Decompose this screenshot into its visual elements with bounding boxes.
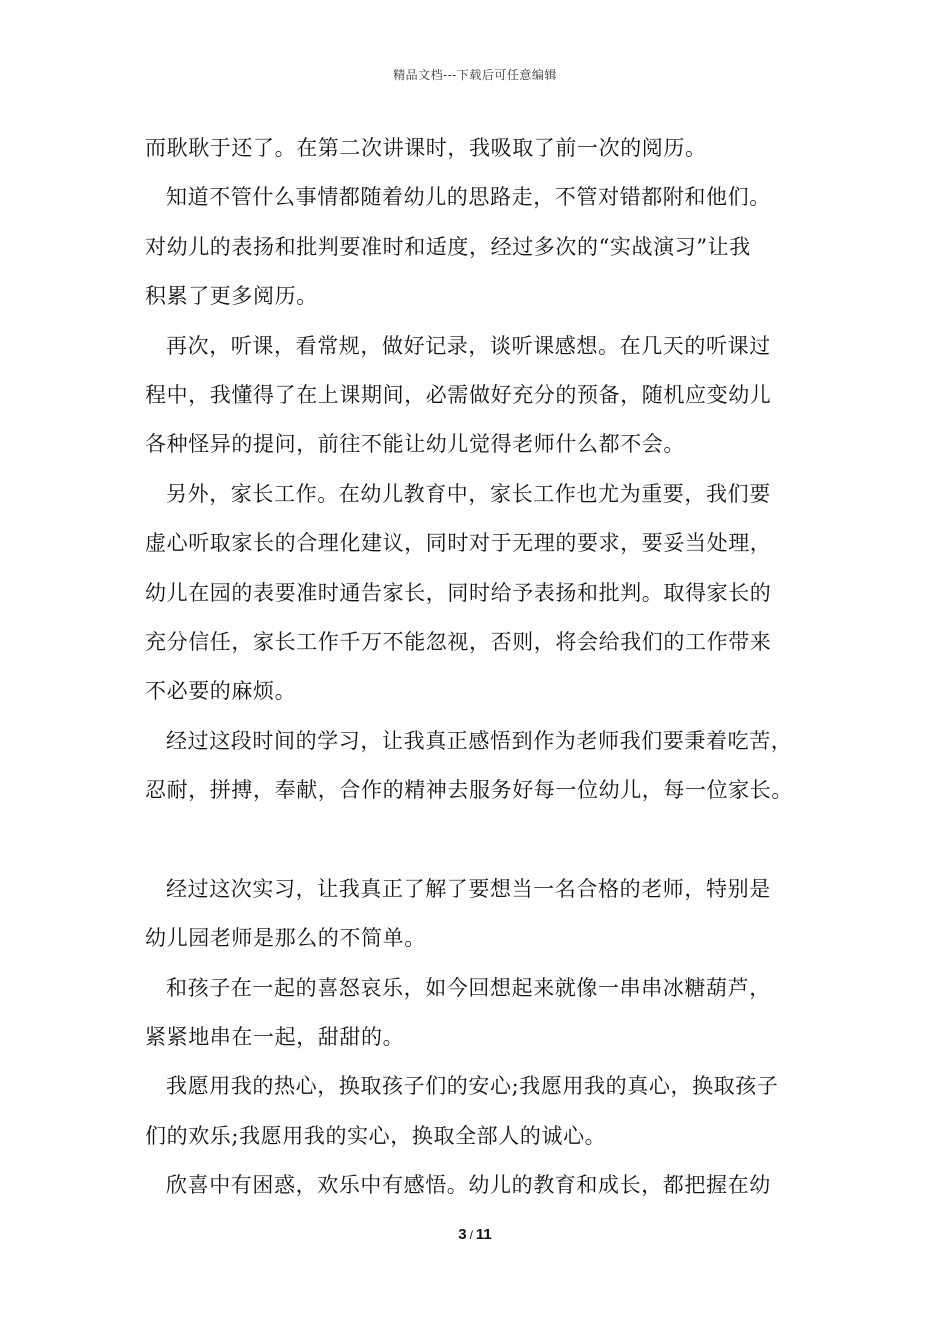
text-line: 充分信任，家长工作千万不能忽视，否则，将会给我们的工作带来	[145, 629, 772, 654]
text-line: 虚心听取家长的合理化建议，同时对于无理的要求，要妥当处理，	[145, 531, 772, 556]
text-line: 忍耐，拼搏，奉献，合作的精神去服务好每一位幼儿，每一位家长。	[145, 778, 793, 803]
text-line: 经过这段时间的学习，让我真正感悟到作为老师我们要秉着吃苦，	[166, 728, 793, 753]
text-line: 欣喜中有困惑，欢乐中有感悟。幼儿的教育和成长，都把握在幼	[166, 1173, 771, 1198]
text-line: 程中，我懂得了在上课期间，必需做好充分的预备，随机应变幼儿	[145, 382, 772, 407]
text-line: 积累了更多阅历。	[145, 284, 318, 309]
text-line: 经过这次实习，让我真正了解了要想当一名合格的老师，特别是	[166, 876, 771, 901]
document-body	[145, 128, 835, 1215]
total-pages: 11	[475, 1226, 492, 1243]
page-separator: /	[469, 1228, 473, 1242]
text-line: 我愿用我的热心，换取孩子们的安心;我愿用我的真心，换取孩子	[166, 1074, 779, 1099]
text-line: 幼儿在园的表要准时通告家长，同时给予表扬和批判。取得家长的	[145, 580, 772, 605]
text-line: 各种怪异的提问，前往不能让幼儿觉得老师什么都不会。	[145, 432, 685, 457]
text-line: 知道不管什么事情都随着幼儿的思路走，不管对错都附和他们。	[166, 185, 771, 210]
text-line: 另外，家长工作。在幼儿教育中，家长工作也尤为重要，我们要	[166, 481, 771, 506]
text-line: 而耿耿于还了。在第二次讲课时，我吸取了前一次的阅历。	[145, 136, 707, 160]
text-line: 幼儿园老师是那么的不简单。	[145, 926, 426, 951]
text-line: 再次，听课，看常规，做好记录，谈听课感想。在几天的听课过	[166, 333, 771, 358]
page-number	[0, 1226, 950, 1243]
page-header: 精品文档---下载后可任意编辑	[393, 68, 557, 82]
current-page: 3	[458, 1226, 467, 1243]
text-line: 对幼儿的表扬和批判要准时和适度，经过多次的“实战演习”让我	[145, 234, 751, 259]
paragraph-gap	[145, 819, 835, 868]
text-line: 和孩子在一起的喜怒哀乐，如今回想起来就像一串串冰糖葫芦，	[166, 975, 771, 1000]
text-line: 不必要的麻烦。	[145, 679, 297, 704]
text-line: 紧紧地串在一起，甜甜的。	[145, 1025, 405, 1050]
text-line: 们的欢乐;我愿用我的实心，换取全部人的诚心。	[145, 1123, 607, 1148]
